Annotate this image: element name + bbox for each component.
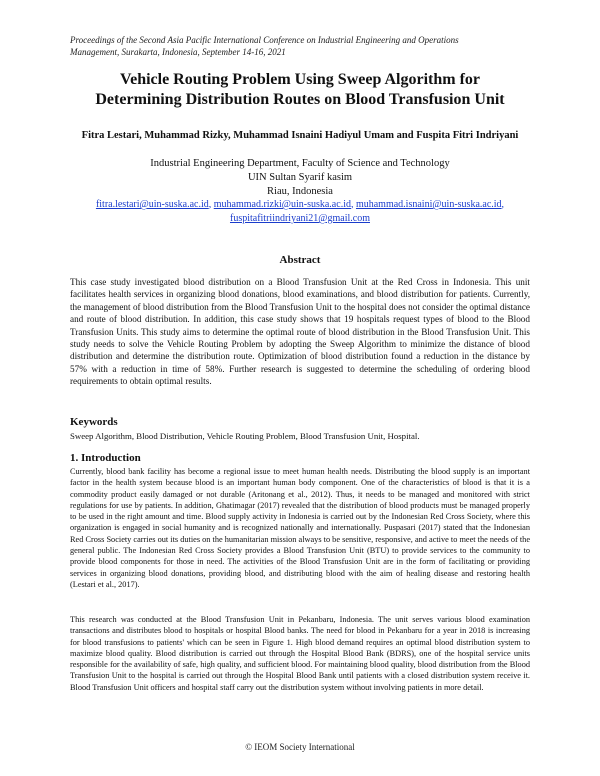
header-line-1: Proceedings of the Second Asia Pacific International Conference on Industrial Engineering and Operations	[70, 35, 459, 45]
introduction-paragraph-1: Currently, blood bank facility has become a regional issue to meet human health needs. Distributing the blood supply is an important factor in the health system because blood is an important human body component. One of the characteristics of blood is that it is a commodity product easily damaged or not durable (Aritonang et al., 2012). Thus, it needs to be managed and monitored with strict regulations for use by patients. In addition, Ghatimagar (2017) revealed that the distribution of blood products must be managed properly to be used in the right amount and time. Blood supply activity in Indonesia is carried out by the Indonesian Red Cross Society, where this organization is engaged in social humanity and is recognized nationally and internationally. Puspasari (2017) stated that the Indonesian Red Cross Society carries out its duties on the humanitarian mission always to be sensitive, responsive, and active to meet the needs of the general public. The Indonesian Red Cross Society provides a Blood Transfusion Unit (BTU) to provide services to the community to provide blood components for those in need. The activities of the Blood Transfusion Unit are in the form of facilitating or providing services in organizing blood donations, providing blood, and distributing blood with the aim of healing disease and restoring health (Lestari et al., 2017).	[70, 467, 530, 589]
page-footer: © IEOM Society International	[245, 742, 355, 752]
affiliation-location: Riau, Indonesia	[267, 186, 333, 197]
email-link-3[interactable]: muhammad.isnaini@uin-suska.ac.id	[355, 199, 502, 210]
header-line-2: Management, Surakarta, Indonesia, September 14-16, 2021	[70, 47, 286, 57]
email-link-1[interactable]: fitra.lestari@uin-suska.ac.id	[95, 199, 209, 210]
affiliation-department: Industrial Engineering Department, Faculty of Science and Technology	[150, 158, 450, 169]
introduction-heading: 1. Introduction	[70, 452, 141, 464]
keywords-text: Sweep Algorithm, Blood Distribution, Vehicle Routing Problem, Blood Transfusion Unit, Hospital.	[70, 431, 420, 441]
title-line-2: Determining Distribution Routes on Blood Transfusion Unit	[95, 91, 505, 108]
email-separator: ,	[501, 199, 505, 210]
email-link-4[interactable]: fuspitafitriindriyani21@gmail.com	[229, 213, 370, 224]
affiliation-university: UIN Sultan Syarif kasim	[247, 172, 353, 183]
proceedings-header	[70, 34, 540, 58]
abstract-heading: Abstract	[279, 254, 321, 266]
keywords-heading: Keywords	[70, 416, 118, 428]
title-line-1: Vehicle Routing Problem Using Sweep Algorithm for	[120, 71, 480, 88]
email-separator: ,	[350, 199, 356, 210]
author-list: Fitra Lestari, Muhammad Rizky, Muhammad Isnaini Hadiyul Umam and Fuspita Fitri Indriyani	[81, 130, 519, 141]
introduction-paragraph-2: This research was conducted at the Blood Transfusion Unit in Pekanbaru, Indonesia. The unit serves various blood examination transactions and distributes blood to hospitals or hospital Blood banks. The need for blood in Pekanbaru for a year in 2018 is increasing for blood transfusions to patients' which can be seen in Figure 1. High blood demand requires an optimal blood distribution system to maximize blood quality. Blood distribution is carried out through the Hospital Blood Bank (BDRS), one of the hospital service units responsible for the availability of safe, high quality, and sufficient blood. For maintaining blood quality, blood distribution from the Blood Transfusion Unit to the hospital is carried out through the Hospital Blood Bank until patients with a closed distribution system receive it. Blood Transfusion Unit officers and hospital staff carry out the distribution system without involving patients in more detail.	[70, 615, 530, 692]
author-emails	[70, 198, 530, 226]
abstract-text: This case study investigated blood distribution on a Blood Transfusion Unit at the Red Cross in Indonesia. This unit facilitates health services in organizing blood donations, blood examinations, and blood distribution for patients. Currently, the management of blood distribution from the Blood Transfusion Unit to the hospital does not consider the optimal distance and route of blood distribution. In addition, this case study shows that 19 hospitals request types of blood to the Blood Transfusion Units. This study aims to determine the optimal route of blood distribution in the Blood Transfusion Unit. This study needs to solve the Vehicle Routing Problem by adopting the Sweep Algorithm to minimize the distance of blood distribution and determine the distribution route. Optimization of blood distribution found a reduction in the distance by 57% with a reduction in time of 58%. Further research is suggested to determine the scheduling of ordering blood requirements to obtain optimal results.	[70, 277, 530, 387]
paper-title	[40, 70, 560, 110]
email-link-2[interactable]: muhammad.rizki@uin-suska.ac.id	[213, 199, 351, 210]
email-separator: ,	[208, 199, 214, 210]
